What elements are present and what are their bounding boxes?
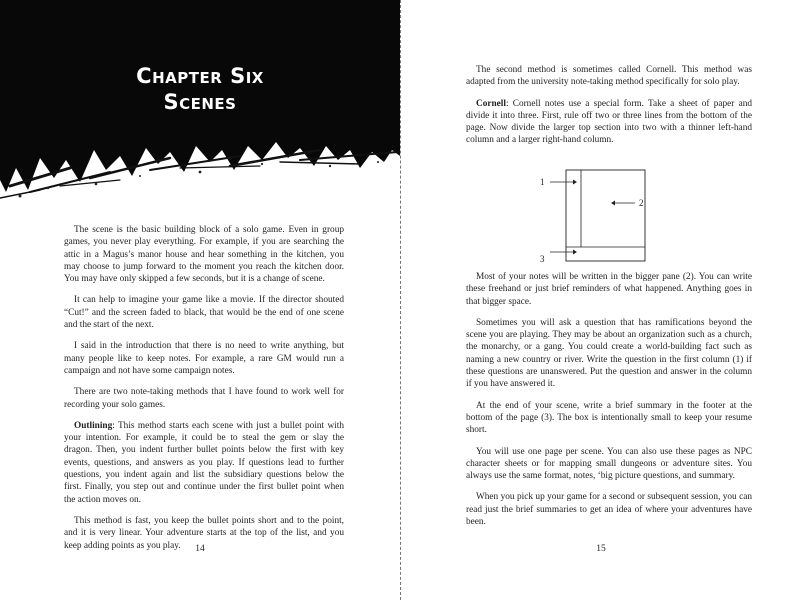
cornell-run-in: Cornell	[476, 98, 506, 109]
figure-label-2: 2	[639, 198, 644, 208]
paragraph: This method is fast, you keep the bullet points short and to the point, and it is very linear. Your adventure starts at the top of the list, and you keep adding points as you play.	[64, 515, 344, 551]
paragraph: I said in the introduction that there is no need to write anything, but many people like to keep notes. For example, a rare GM would run a campaign and not have some campaign notes.	[64, 341, 344, 376]
chapter-number: Chapter Six	[136, 64, 264, 88]
left-body-text	[64, 224, 344, 561]
paragraph: You will use one page per scene. You can also use these pages as NPC character sheets or for mapping small dungeons or adventure sites. You always use the same format, notes, ‘big picture questions, and summary.	[466, 446, 752, 482]
cornell-paragraph	[466, 98, 752, 147]
paragraph: When you pick up your game for a second or subsequent session, you can read just the brief summaries to get an idea of where your adventures have been.	[466, 492, 752, 528]
figure-label-1: 1	[540, 177, 545, 187]
paragraph: There are two note-taking methods that I have found to work well for recording your solo games.	[64, 387, 344, 410]
cornell-layout-diagram	[531, 168, 671, 268]
paragraph: Most of your notes will be written in the bigger pane (2). You can write these freehand or just brief reminders of what happened. Anything goes in that bigger space.	[466, 272, 752, 307]
right-page	[401, 0, 800, 600]
arrow-2-head	[611, 201, 615, 206]
outlining-paragraph	[64, 420, 344, 506]
arrow-3-head	[573, 250, 577, 255]
outlining-run-in: Outlining	[74, 420, 113, 431]
right-body-text-top	[466, 64, 752, 156]
right-body-text-bottom	[466, 271, 752, 537]
cornell-text: : Cornell notes use a special form. Take a sheet of paper and divide it into three. First, rule off two or three lines from the bottom of the page. Now divide the larger top section into two with a thinner left-hand column and a larger right-hand column.	[466, 98, 752, 146]
page-number: 15	[596, 544, 606, 554]
paragraph: The second method is sometimes called Cornell. This method was adapted from the university note-taking method specifically for solo play.	[466, 65, 752, 88]
arrow-1-head	[573, 180, 577, 185]
page-number: 14	[195, 544, 205, 554]
outlining-text: : This method starts each scene with just a bullet point with your intention. For example, it could be to steal the gem or slay the dragon. Then, you indent further bullet points below the first with key events, questions, and answers as you play. If questions lead to further questions, you indent again and list the subsidiary questions below the first. Finally, you step out and continue under the first bullet point when the action moves on.	[64, 420, 344, 505]
chapter-title: Scenes	[163, 90, 237, 114]
figure-label-3: 3	[540, 254, 545, 264]
paragraph: The scene is the basic building block of a solo game. Even in group games, you never play everything. For example, if you are searching the attic in a Magus’s manor house and hear something in the kitchen, you may choose to jump forward to the moment you reach the kitchen door. You may have only skipped a few seconds, but it is a change of scene.	[64, 225, 344, 285]
paragraph: It can help to imagine your game like a movie. If the director shouted “Cut!” and the screen faded to black, that would be the end of one scene and the start of the next.	[64, 295, 344, 331]
paragraph: At the end of your scene, write a brief summary in the footer at the bottom of the page (3). The box is intentionally small to keep your resume short.	[466, 400, 752, 436]
paragraph: Sometimes you will ask a question that has ramifications beyond the scene you are playing. They may be about an organization such as a church, the monarchy, or a gang. You could create a world-building fact such as naming a new country or river. Write the question in the first column (1) if these questions are unanswered. Put the question and answer in the column if you have answered it.	[466, 317, 752, 390]
